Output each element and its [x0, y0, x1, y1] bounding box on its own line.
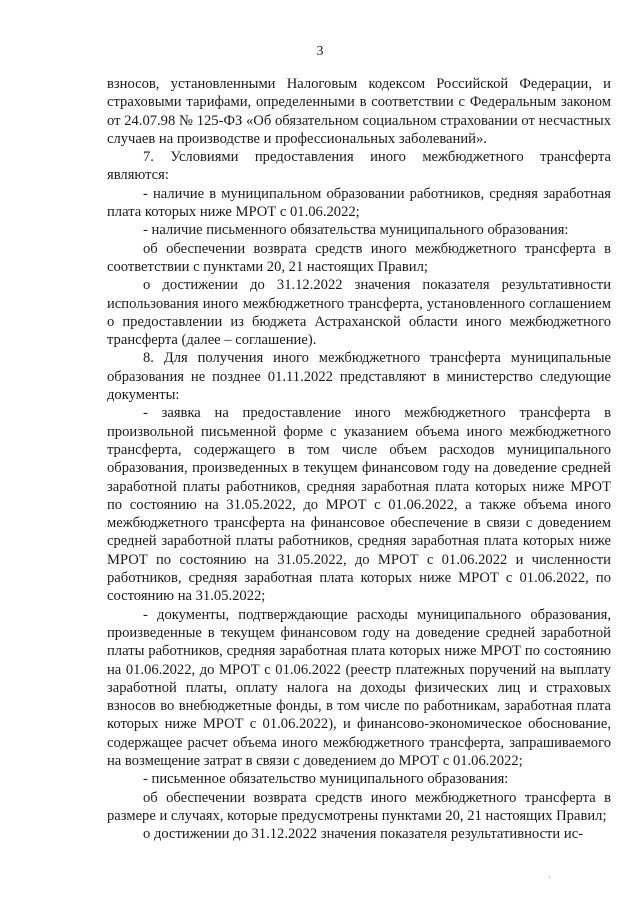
page-number: 3	[316, 44, 324, 59]
paragraph-insurance-contributions: взносов, установленными Налоговым кодексом Российской Федерации, и страховыми тарифами, определенными в соответствии с Федеральным законом от 24.07.98 № 125-ФЗ «Об обязательном социальном страховании от несчастных случаев на производстве и профессиональных заболеваний».	[107, 76, 611, 147]
paragraph-obligation-return: об обеспечении возврата средств иного межбюджетного трансферта в соответствии с пунктами 20, 21 настоящих Правил;	[107, 240, 611, 275]
paragraph-obligation-indicator: о достижении до 31.12.2022 значения показателя результативности использования иного межбюджетного трансферта, установленного соглашением о предоставлении из бюджета Астраханской области иного межбюджетного трансферта (далее – соглашение).	[107, 277, 611, 349]
paragraph-written-obligation: - письменное обязательство муниципального образования:	[143, 771, 509, 788]
paragraph-application: - заявка на предоставление иного межбюджетного трансферта в произвольной письменной форме с указанием объема иного межбюджетного трансферта, содержащего в том числе объем расходов муниципального образования, произведенных в текущем финансовом году на доведение средней заработной платы работников, средняя заработная плата которых ниже МРОТ по состоянию на 31.05.2022, до МРОТ с 01.06.2022, а также объема иного межбюджетного трансферта на финансовое обеспечение в связи с доведением средней заработной платы работников, средняя заработная плата которых ниже МРОТ по состоянию на 31.05.2022, до МРОТ с 01.06.2022 и численности работников, средняя заработная плата которых ниже МРОТ с 01.06.2022, по состоянию на 31.05.2022;	[107, 405, 611, 605]
paragraph-obligation-indicator-2: о достижении до 31.12.2022 значения показателя результативности ис-	[143, 826, 584, 843]
paragraph-supporting-documents: - документы, подтверждающие расходы муниципального образования, произведенные в текущем финансовом году на доведение средней заработной платы работников, средняя заработная плата которых ниже МРОТ по состоянию на 01.06.2022, до МРОТ с 01.06.2022 (реестр платежных поручений на выплату заработной платы, оплату налога на доходы физических лиц и страховых взносов во внебюджетные фонды, в том числе по работникам, заработная плата которых ниже МРОТ с 01.06.2022), и финансово-экономическое обоснование, содержащее расчет объема иного межбюджетного трансферта, запрашиваемого на возмещение затрат в связи с доведением до МРОТ с 01.06.2022;	[107, 606, 611, 769]
paragraph-clause-8: 8. Для получения иного межбюджетного трансферта муниципальные образования не позднее 01.11.2022 представляют в министерство следующие документы:	[107, 350, 611, 404]
paragraph-condition-obligation: - наличие письменного обязательства муниципального образования:	[143, 222, 569, 239]
paragraph-condition-employees: - наличие в муниципальном образовании работников, средняя заработная плата которых ниже МРОТ с 01.06.2022;	[107, 185, 611, 221]
paragraph-obligation-return-2: об обеспечении возврата средств иного межбюджетного трансферта в размере и случаях, которые предусмотрены пунктами 20, 21 настоящих Правил;	[107, 789, 611, 824]
scan-mark: ·	[548, 872, 551, 882]
paragraph-clause-7: 7. Условиями предоставления иного межбюджетного трансферта являются:	[107, 149, 611, 184]
document-body	[107, 75, 611, 843]
